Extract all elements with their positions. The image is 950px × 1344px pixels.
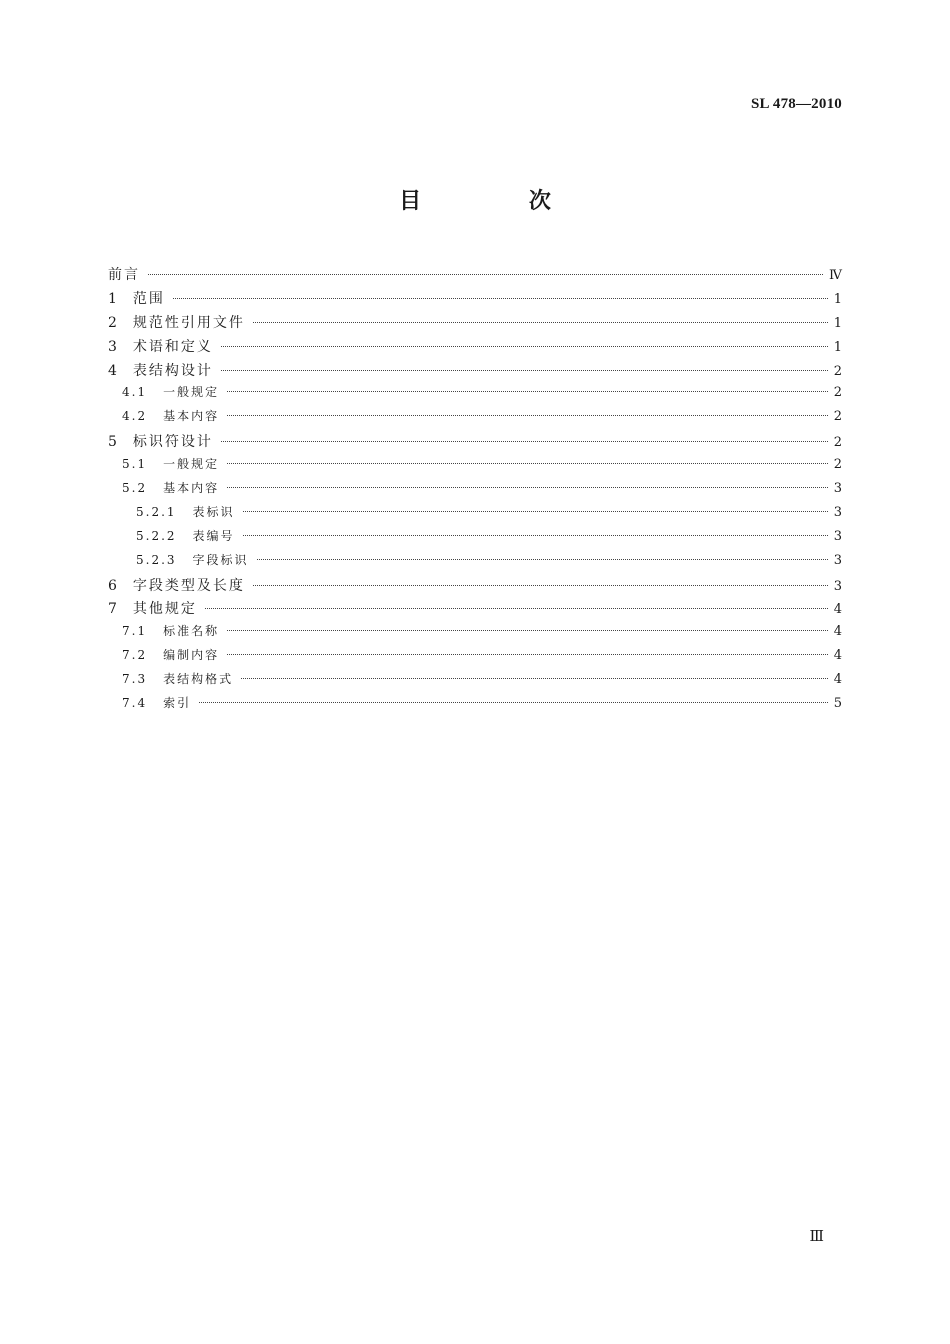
toc-entry-title: 字段标识 (192, 552, 249, 567)
toc-entry[interactable] (108, 383, 842, 407)
toc-entry-title: 前言 (108, 267, 140, 283)
dot-leader (243, 511, 828, 512)
toc-entry[interactable] (108, 407, 842, 431)
toc-entry-number: 5.1 (122, 457, 148, 472)
toc-entry-title: 一般规定 (163, 457, 220, 472)
toc-entry-page: 2 (833, 385, 842, 401)
toc-entry-title: 规范性引用文件 (132, 314, 245, 331)
toc-entry-page: 1 (833, 315, 842, 331)
dot-leader (227, 654, 828, 655)
dot-leader (243, 535, 828, 536)
toc-entry-title: 表结构格式 (163, 672, 234, 687)
toc-entry[interactable] (108, 288, 842, 312)
toc-entry[interactable] (108, 312, 842, 336)
dot-leader (227, 463, 828, 464)
toc-entry-page: 2 (833, 409, 842, 425)
toc-entry-page: 3 (833, 552, 842, 568)
toc-entry-number: 6 (108, 577, 119, 594)
toc-entry[interactable] (108, 527, 842, 551)
dot-leader (221, 441, 828, 442)
toc-entry[interactable] (108, 431, 842, 455)
toc-entry-title: 字段类型及长度 (132, 577, 245, 594)
toc-entry[interactable] (108, 646, 842, 670)
dot-leader (221, 370, 828, 371)
toc-entry-title: 一般规定 (163, 385, 220, 400)
toc-entry-title: 表编号 (192, 528, 235, 543)
toc-entry-page: 2 (833, 457, 842, 473)
toc-entry-page: 5 (833, 696, 842, 712)
toc-entry[interactable] (108, 575, 842, 599)
toc-entry-number: 5.2.3 (136, 552, 177, 567)
toc-entry-number: 1 (108, 290, 119, 307)
toc-entry-number: 7 (108, 601, 119, 618)
toc-entry-page: 2 (833, 435, 842, 451)
toc-entry-page: 3 (833, 528, 842, 544)
toc-entry-title: 编制内容 (163, 648, 220, 663)
toc-entry[interactable] (108, 670, 842, 694)
toc-entry[interactable] (108, 598, 842, 622)
dot-leader (227, 391, 828, 392)
toc-entry-title: 标识符设计 (132, 434, 213, 451)
toc-entry-number: 5 (108, 434, 119, 451)
dot-leader (205, 608, 828, 609)
dot-leader (253, 585, 828, 586)
toc-entry[interactable] (108, 336, 842, 360)
toc-entry[interactable] (108, 551, 842, 575)
dot-leader (257, 559, 828, 560)
toc-entry-number: 7.2 (122, 648, 148, 663)
dot-leader (227, 487, 828, 488)
toc-entry-number: 5.2.1 (136, 504, 177, 519)
page-title: 目 次 (399, 189, 601, 214)
toc-entry-page: 1 (833, 291, 842, 307)
toc-entry-number: 3 (108, 338, 119, 355)
toc-entry-title: 表标识 (192, 504, 235, 519)
toc-entry[interactable] (108, 479, 842, 503)
toc-entry[interactable] (108, 622, 842, 646)
toc-entry-title: 表结构设计 (132, 362, 213, 379)
toc-entry-number: 2 (108, 314, 119, 331)
toc-entry-number: 7.3 (122, 672, 148, 687)
standard-code: SL 478—2010 (751, 96, 842, 112)
toc-entry-title: 基本内容 (163, 409, 220, 424)
toc-entry-title: 范围 (132, 290, 165, 307)
dot-leader (241, 678, 828, 679)
toc-entry[interactable] (108, 360, 842, 384)
toc-entry[interactable] (108, 264, 842, 288)
toc-entry-title: 基本内容 (163, 481, 220, 496)
toc-entry[interactable] (108, 455, 842, 479)
toc-entry-number: 7.1 (122, 624, 148, 639)
toc-entry[interactable] (108, 694, 842, 718)
dot-leader (221, 346, 828, 347)
toc-entry-number: 5.2 (122, 481, 148, 496)
toc-entry-page: 3 (833, 481, 842, 497)
toc-entry-page: 4 (833, 672, 842, 688)
toc-entry-number: 4.2 (122, 409, 148, 424)
dot-leader (199, 702, 828, 703)
dot-leader (227, 630, 828, 631)
dot-leader (253, 322, 828, 323)
toc-entry-page: Ⅳ (829, 268, 842, 283)
toc-entry-title: 其他规定 (132, 601, 197, 618)
toc-entry-title: 索引 (163, 696, 192, 711)
toc-entry-number: 7.4 (122, 696, 148, 711)
toc-entry-title: 标准名称 (163, 624, 220, 639)
page-number: Ⅲ (809, 1229, 824, 1245)
toc-entry-title: 术语和定义 (132, 338, 213, 355)
toc-entry-page: 4 (833, 624, 842, 640)
toc-entry-page: 3 (833, 504, 842, 520)
toc-entry-number: 4 (108, 362, 119, 379)
dot-leader (148, 274, 823, 275)
toc-entry-page: 3 (833, 578, 842, 594)
table-of-contents (108, 264, 842, 718)
toc-entry-page: 4 (833, 648, 842, 664)
toc-entry[interactable] (108, 503, 842, 527)
dot-leader (173, 298, 828, 299)
toc-entry-page: 4 (833, 602, 842, 618)
toc-entry-number: 4.1 (122, 385, 148, 400)
toc-entry-page: 2 (833, 363, 842, 379)
dot-leader (227, 415, 828, 416)
toc-entry-number: 5.2.2 (136, 528, 177, 543)
toc-entry-page: 1 (833, 339, 842, 355)
